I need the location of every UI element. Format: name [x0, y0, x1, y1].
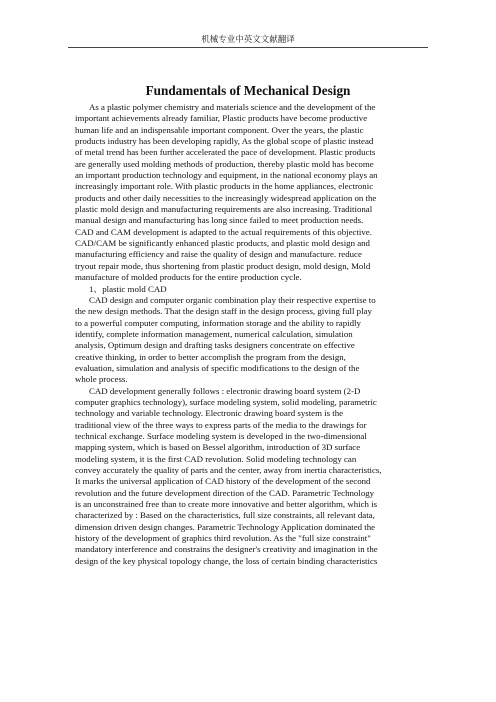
text-line: is an unconstrained free than to create more innovative and better algorithm, which is — [75, 499, 378, 510]
text-line: modeling system, it is the first CAD revolution. Solid modeling technology can — [75, 453, 357, 464]
text-line: tryout repair mode, thus shortening from plastic product design, mold design, Mold — [75, 260, 371, 271]
text-line: creative thinking, in order to better accomplish the program from the design, — [75, 351, 346, 362]
text-line: manufacture of molded products for the entire production cycle. — [75, 272, 302, 283]
text-line: dimension driven design changes. Parametric Technology Application dominated the — [75, 521, 376, 532]
text-line: products industry has been developing rapidly, As the global scope of plastic instead — [75, 136, 374, 147]
text-line: history of the development of graphics third revolution. As the "full size constraint" — [75, 533, 371, 544]
text-line: whole process. — [75, 374, 128, 385]
text-line: CAD design and computer organic combination play their respective expertise to — [89, 294, 376, 305]
text-line: manufacturing efficiency and raise the quality of design and manufacture. reduce — [75, 249, 362, 260]
text-line: are generally used molding methods of production, thereby plastic mold has become — [75, 158, 374, 169]
text-line: traditional view of the three ways to express parts of the media to the drawings for — [75, 419, 367, 430]
text-line: revolution and the future development direction of the CAD. Parametric Technology — [75, 487, 375, 498]
document-title: Fundamentals of Mechanical Design — [145, 83, 351, 98]
text-line: As a plastic polymer chemistry and materials science and the development of the — [89, 102, 376, 112]
text-line: CAD/CAM be significantly enhanced plastic products, and plastic mold design and — [75, 238, 370, 249]
header-divider — [68, 47, 428, 48]
text-line: mapping system, which is based on Bessel algorithm, introduction of 3D surface — [75, 442, 361, 453]
text-line: technical exchange. Surface modeling system is developed in the two-dimensional — [75, 430, 367, 441]
text-line: design of the key physical topology change, the loss of certain binding characteristics — [75, 555, 378, 566]
text-line: characterized by : Based on the characteristics, full size constraints, all relevant data, — [75, 510, 375, 521]
text-line: CAD development generally follows : electronic drawing board system (2-D — [89, 385, 361, 396]
text-line: manual design and manufacturing has long since failed to meet production needs. — [75, 215, 364, 226]
running-header: 机械专业中英文文献翻译 — [201, 35, 295, 45]
text-line: the new design methods. That the design staff in the design process, giving full play — [75, 306, 372, 317]
text-line: to a powerful computer computing, information storage and the ability to rapidly — [75, 317, 361, 328]
text-line: an important production technology and equipment, in the national economy plays an — [75, 170, 378, 181]
text-line: computer graphics technology), surface modeling system, solid modeling, parametric — [75, 396, 377, 407]
document-body — [75, 102, 423, 567]
text-line: products and other daily necessities to the increasingly widespread application on the — [75, 192, 377, 203]
text-line: 1、plastic mold CAD — [89, 283, 167, 294]
text-line: important achievements already familiar, Plastic products have become productive — [75, 113, 368, 124]
text-line: plastic mold design and manufacturing requirements are also increasing. Traditional — [75, 204, 373, 215]
text-line: analysis, Optimum design and drafting tasks designers concentrate on effective — [75, 340, 355, 351]
text-line: identify, complete information management, numerical calculation, simulation — [75, 328, 353, 339]
text-line: human life and an indispensable important component. Over the years, the plastic — [75, 124, 364, 135]
text-line: technology and variable technology. Electronic drawing board system is the — [75, 408, 344, 419]
text-line: increasingly important role. With plastic products in the home appliances, electronic — [75, 181, 374, 192]
text-line: evaluation, simulation and analysis of specific modifications to the design of the — [75, 362, 360, 373]
text-line: CAD and CAM development is adapted to the actual requirements of this objective. — [75, 226, 372, 237]
text-line: It marks the universal application of CAD history of the development of the second — [75, 476, 371, 487]
text-line: of metal trend has been further accelerated the pace of development. Plastic products — [75, 147, 376, 158]
text-line: mandatory interference and constrains the designer's creativity and imagination in the — [75, 544, 378, 555]
text-line: convey accurately the quality of parts and the center, away from inertia characteristics, — [75, 465, 382, 475]
